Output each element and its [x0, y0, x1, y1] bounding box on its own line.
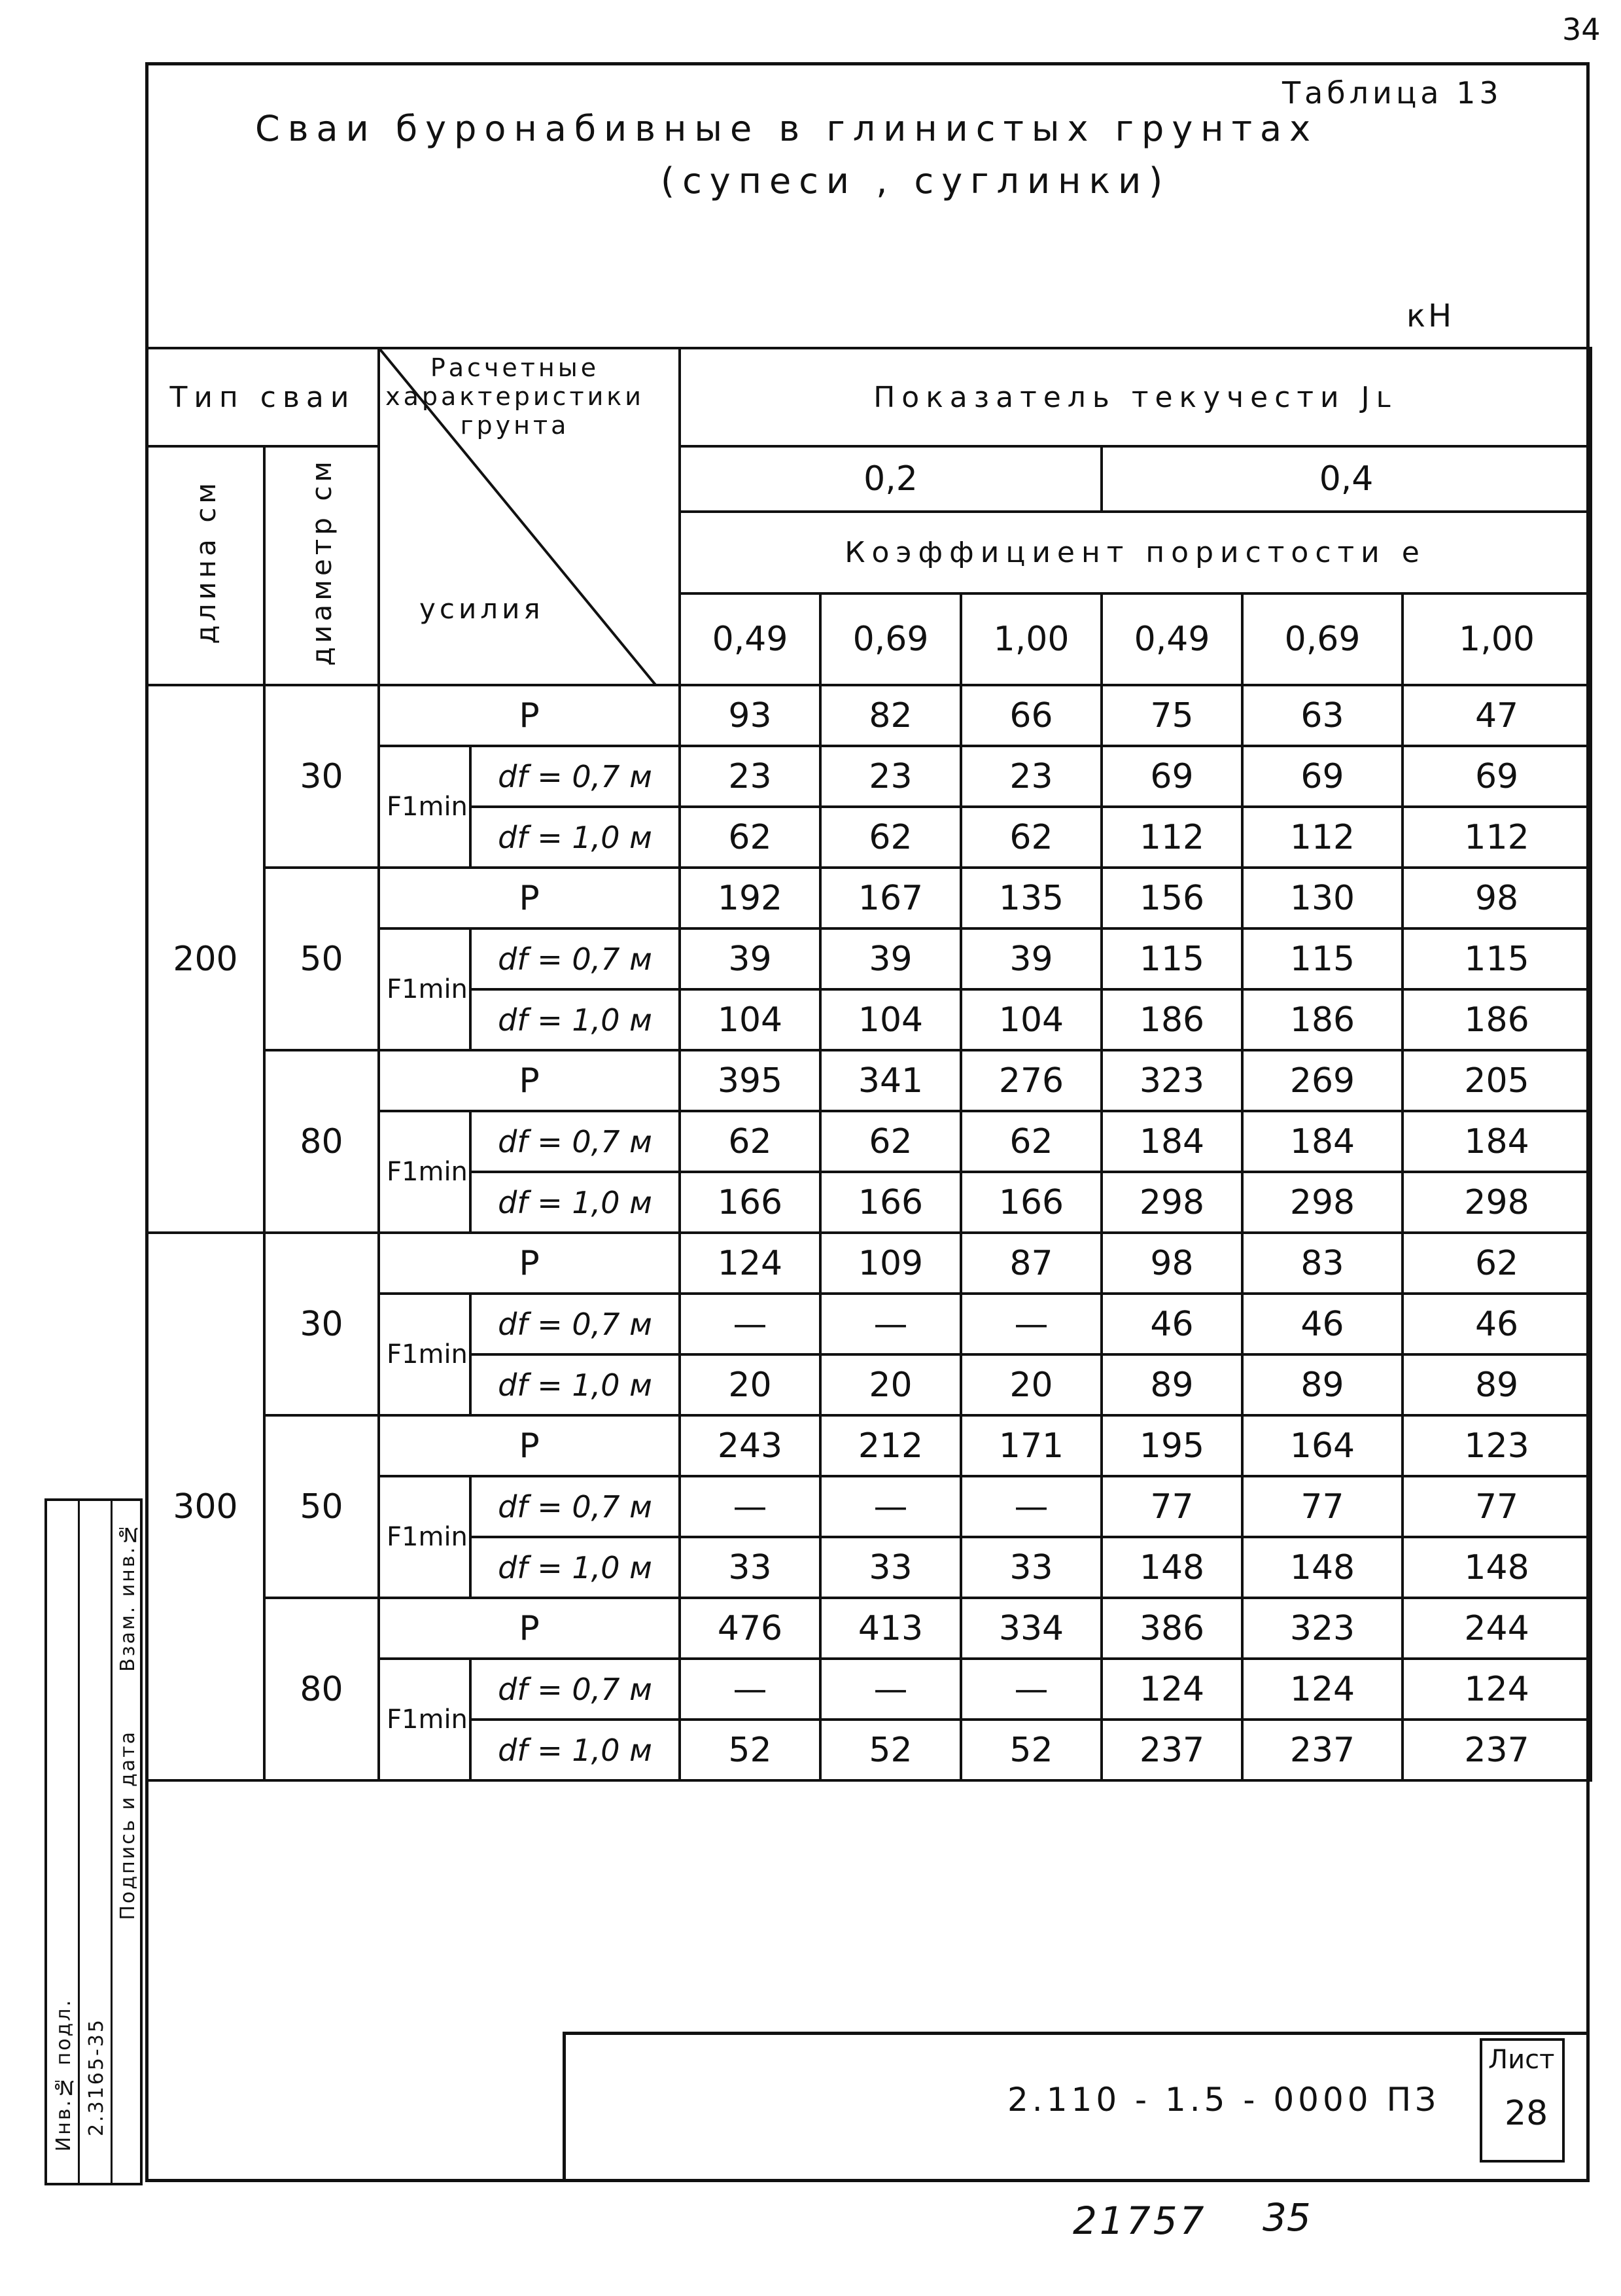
value-cell: 166	[961, 1172, 1102, 1233]
fluidity-value-2: 0,4	[1102, 446, 1591, 512]
depth-df-label: df = 1,0 м	[470, 1720, 680, 1780]
value-cell: 341	[820, 1050, 961, 1111]
depth-df-label: df = 0,7 м	[470, 1476, 680, 1537]
value-cell: —	[820, 1294, 961, 1354]
depth-df-label: df = 1,0 м	[470, 1537, 680, 1598]
value-cell: 323	[1102, 1050, 1242, 1111]
value-cell: 115	[1242, 928, 1403, 989]
value-cell: 89	[1242, 1354, 1403, 1415]
value-cell: 112	[1102, 807, 1242, 868]
bottom-note-number: 21757	[1073, 2199, 1207, 2243]
value-cell: —	[961, 1659, 1102, 1720]
value-cell: 237	[1102, 1720, 1242, 1780]
value-cell: 130	[1242, 868, 1403, 928]
value-cell: 69	[1102, 746, 1242, 807]
stamp-inv-podl: Инв.№ подл.	[52, 1998, 75, 2152]
value-cell: 171	[961, 1415, 1102, 1476]
value-cell: 413	[820, 1598, 961, 1659]
depth-df-label: df = 0,7 м	[470, 928, 680, 989]
header-soil-characteristics: Расчетные характеристики грунта	[385, 353, 644, 440]
value-cell: 82	[820, 685, 961, 746]
force-p-label: P	[379, 1050, 680, 1111]
value-cell: 237	[1242, 1720, 1403, 1780]
left-stamp	[44, 1498, 143, 2185]
value-cell: 33	[820, 1537, 961, 1598]
value-cell: 104	[820, 989, 961, 1050]
value-cell: 184	[1403, 1111, 1591, 1172]
value-cell: 39	[680, 928, 820, 989]
value-cell: 63	[1242, 685, 1403, 746]
header-diagonal-cell	[379, 348, 680, 685]
pile-diameter-cell: 50	[264, 868, 379, 1050]
value-cell: 386	[1102, 1598, 1242, 1659]
table-row	[147, 1415, 1591, 1476]
value-cell: 89	[1403, 1354, 1591, 1415]
value-cell: 87	[961, 1233, 1102, 1294]
sheet-number: 28	[1505, 2094, 1548, 2133]
value-cell: 148	[1242, 1537, 1403, 1598]
value-cell: —	[961, 1294, 1102, 1354]
table-row	[147, 685, 1591, 746]
header-porosity: Коэффициент пористости e	[680, 512, 1591, 593]
table-row	[147, 868, 1591, 928]
value-cell: 77	[1102, 1476, 1242, 1537]
depth-df-label: df = 1,0 м	[470, 807, 680, 868]
force-p-label: P	[379, 868, 680, 928]
value-cell: —	[680, 1476, 820, 1537]
value-cell: 166	[680, 1172, 820, 1233]
pile-diameter-cell: 30	[264, 685, 379, 868]
depth-df-label: df = 0,7 м	[470, 746, 680, 807]
document-code: 2.110 - 1.5 - 0000 ПЗ	[1007, 2081, 1440, 2119]
header-fluidity-index: Показатель текучести Jʟ	[680, 348, 1591, 446]
value-cell: 62	[961, 807, 1102, 868]
porosity-value: 1,00	[961, 593, 1102, 685]
pile-bearing-table	[145, 347, 1592, 1782]
value-cell: —	[680, 1659, 820, 1720]
value-cell: 244	[1403, 1598, 1591, 1659]
value-cell: 62	[680, 1111, 820, 1172]
value-cell: 20	[680, 1354, 820, 1415]
value-cell: 66	[961, 685, 1102, 746]
value-cell: 46	[1403, 1294, 1591, 1354]
force-p-label: P	[379, 1415, 680, 1476]
depth-df-label: df = 1,0 м	[470, 1172, 680, 1233]
depth-df-label: df = 1,0 м	[470, 989, 680, 1050]
value-cell: 62	[1403, 1233, 1591, 1294]
value-cell: 77	[1403, 1476, 1591, 1537]
value-cell: 124	[1403, 1659, 1591, 1720]
force-f1min-label: F1min	[379, 1476, 470, 1598]
value-cell: 112	[1242, 807, 1403, 868]
header-forces: усилия	[419, 593, 544, 625]
header-diameter-label: диаметр см	[305, 457, 338, 666]
porosity-value: 0,49	[1102, 593, 1242, 685]
value-cell: 184	[1102, 1111, 1242, 1172]
value-cell: 33	[680, 1537, 820, 1598]
value-cell: 164	[1242, 1415, 1403, 1476]
sheet-label: Лист	[1488, 2045, 1555, 2075]
title-line-2: (супеси , суглинки)	[661, 160, 1171, 202]
porosity-value: 0,69	[820, 593, 961, 685]
value-cell: 167	[820, 868, 961, 928]
force-f1min-label: F1min	[379, 1659, 470, 1780]
pile-length-cell: 200	[147, 685, 264, 1233]
value-cell: 62	[820, 1111, 961, 1172]
force-f1min-label: F1min	[379, 928, 470, 1050]
value-cell: 115	[1102, 928, 1242, 989]
value-cell: 124	[1242, 1659, 1403, 1720]
depth-df-label: df = 1,0 м	[470, 1354, 680, 1415]
value-cell: 62	[961, 1111, 1102, 1172]
value-cell: —	[961, 1476, 1102, 1537]
porosity-value: 1,00	[1403, 593, 1591, 685]
value-cell: 98	[1102, 1233, 1242, 1294]
value-cell: 39	[820, 928, 961, 989]
stamp-col-inv	[47, 1501, 80, 2183]
value-cell: 323	[1242, 1598, 1403, 1659]
value-cell: 77	[1242, 1476, 1403, 1537]
force-f1min-label: F1min	[379, 746, 470, 868]
value-cell: 89	[1102, 1354, 1242, 1415]
header-diameter	[264, 446, 379, 685]
value-cell: 93	[680, 685, 820, 746]
value-cell: 112	[1403, 807, 1591, 868]
header-pile-type: Тип сваи	[147, 348, 379, 446]
title-line-1: Сваи буронабивные в глинистых грунтах	[255, 108, 1319, 149]
porosity-value: 0,69	[1242, 593, 1403, 685]
value-cell: 83	[1242, 1233, 1403, 1294]
value-cell: 298	[1102, 1172, 1242, 1233]
value-cell: 62	[820, 807, 961, 868]
fluidity-value-1: 0,2	[680, 446, 1102, 512]
value-cell: 148	[1403, 1537, 1591, 1598]
value-cell: 20	[961, 1354, 1102, 1415]
value-cell: 109	[820, 1233, 961, 1294]
unit-label: кН	[1406, 298, 1455, 334]
page-number: 34	[1562, 12, 1601, 47]
bottom-note-page: 35	[1263, 2195, 1311, 2240]
value-cell: 166	[820, 1172, 961, 1233]
pile-diameter-cell: 80	[264, 1050, 379, 1233]
value-cell: 186	[1102, 989, 1242, 1050]
value-cell: 104	[680, 989, 820, 1050]
value-cell: 123	[1403, 1415, 1591, 1476]
value-cell: 124	[680, 1233, 820, 1294]
value-cell: 33	[961, 1537, 1102, 1598]
value-cell: 205	[1403, 1050, 1591, 1111]
value-cell: 192	[680, 868, 820, 928]
depth-df-label: df = 0,7 м	[470, 1111, 680, 1172]
depth-df-label: df = 0,7 м	[470, 1294, 680, 1354]
stamp-col-inv-number	[80, 1501, 113, 2183]
value-cell: 69	[1403, 746, 1591, 807]
value-cell: 39	[961, 928, 1102, 989]
value-cell: 47	[1403, 685, 1591, 746]
table-row	[147, 1050, 1591, 1111]
value-cell: 115	[1403, 928, 1591, 989]
value-cell: 186	[1403, 989, 1591, 1050]
value-cell: 46	[1102, 1294, 1242, 1354]
value-cell: 148	[1102, 1537, 1242, 1598]
value-cell: 46	[1242, 1294, 1403, 1354]
value-cell: 395	[680, 1050, 820, 1111]
value-cell: 269	[1242, 1050, 1403, 1111]
value-cell: 104	[961, 989, 1102, 1050]
value-cell: 186	[1242, 989, 1403, 1050]
pile-diameter-cell: 80	[264, 1598, 379, 1780]
value-cell: 23	[820, 746, 961, 807]
force-f1min-label: F1min	[379, 1111, 470, 1233]
stamp-inv-number: 2.3165-35	[85, 2018, 108, 2136]
stamp-vzam-inv: Взам. инв.№	[116, 1521, 139, 1672]
value-cell: 62	[680, 807, 820, 868]
value-cell: 476	[680, 1598, 820, 1659]
value-cell: —	[820, 1476, 961, 1537]
header-length	[147, 446, 264, 685]
value-cell: 98	[1403, 868, 1591, 928]
force-p-label: P	[379, 1598, 680, 1659]
value-cell: 195	[1102, 1415, 1242, 1476]
value-cell: 135	[961, 868, 1102, 928]
value-cell: 237	[1403, 1720, 1591, 1780]
value-cell: 212	[820, 1415, 961, 1476]
value-cell: 52	[680, 1720, 820, 1780]
value-cell: 69	[1242, 746, 1403, 807]
value-cell: 298	[1242, 1172, 1403, 1233]
stamp-signature-date: Подпись и дата	[116, 1730, 139, 1920]
force-p-label: P	[379, 685, 680, 746]
table-row	[147, 1233, 1591, 1294]
stamp-col-sign	[113, 1501, 143, 2183]
value-cell: 23	[961, 746, 1102, 807]
value-cell: 243	[680, 1415, 820, 1476]
table-number: Таблица 13	[1282, 75, 1503, 111]
force-f1min-label: F1min	[379, 1294, 470, 1415]
value-cell: —	[680, 1294, 820, 1354]
value-cell: 52	[820, 1720, 961, 1780]
depth-df-label: df = 0,7 м	[470, 1659, 680, 1720]
value-cell: 276	[961, 1050, 1102, 1111]
header-length-label: длина см	[189, 478, 222, 645]
porosity-value: 0,49	[680, 593, 820, 685]
value-cell: 20	[820, 1354, 961, 1415]
table-row	[147, 1598, 1591, 1659]
pile-diameter-cell: 50	[264, 1415, 379, 1598]
value-cell: 23	[680, 746, 820, 807]
value-cell: 52	[961, 1720, 1102, 1780]
value-cell: 75	[1102, 685, 1242, 746]
value-cell: 184	[1242, 1111, 1403, 1172]
value-cell: 124	[1102, 1659, 1242, 1720]
force-p-label: P	[379, 1233, 680, 1294]
pile-diameter-cell: 30	[264, 1233, 379, 1415]
value-cell: 298	[1403, 1172, 1591, 1233]
pile-length-cell: 300	[147, 1233, 264, 1780]
value-cell: —	[820, 1659, 961, 1720]
value-cell: 334	[961, 1598, 1102, 1659]
value-cell: 156	[1102, 868, 1242, 928]
